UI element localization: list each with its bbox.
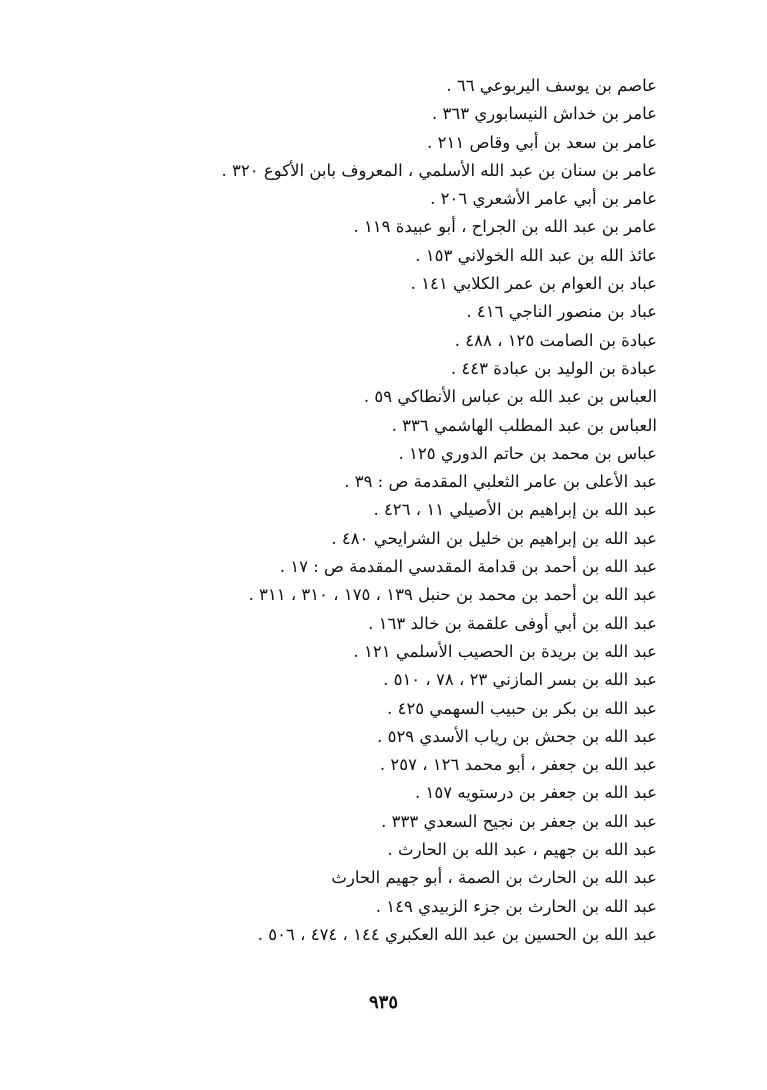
- index-entry: عباد بن العوام بن عمر الكلابي ١٤١ .: [410, 274, 657, 294]
- name-index-list: [57, 72, 657, 949]
- index-entry: عبد الله بن جعفر بن درستويه ١٥٧ .: [415, 783, 657, 803]
- index-entry: عبد الله بن الحارث بن الصمة ، أبو جهيم الحارث: [331, 868, 657, 888]
- index-entry: عبادة بن الصامت ١٢٥ ، ٤٨٨ .: [454, 330, 657, 350]
- index-entry: العباس بن عبد المطلب الهاشمي ٣٣٦ .: [391, 415, 657, 435]
- index-entry: العباس بن عبد الله بن عباس الأنطاكي ٥٩ .: [363, 387, 657, 407]
- index-entry: عامر بن أبي عامر الأشعري ٢٠٦ .: [430, 189, 657, 209]
- index-entry: عبد الله بن الحسين بن عبد الله العكبري ١٤٤ ، ٤٧٤ ، ٥٠٦ .: [257, 924, 657, 944]
- index-entry: عبد الله بن بسر المازني ٢٣ ، ٧٨ ، ٥١٠ .: [383, 670, 657, 690]
- index-entry: عاصم بن يوسف اليربوعي ٦٦ .: [446, 76, 657, 95]
- index-entry: عبد الله بن الحارث بن جزء الزبيدي ١٤٩ .: [375, 896, 657, 916]
- index-entry: عبد الله بن جعفر بن نجيح السعدي ٣٣٣ .: [381, 811, 657, 831]
- index-entry: عبد الله بن أبي أوفى علقمة بن خالد ١٦٣ .: [368, 613, 657, 633]
- index-entry: عائذ الله بن عبد الله الخولاني ١٥٣ .: [415, 245, 657, 265]
- index-entry: عبد الله بن جهيم ، عبد الله بن الحارث .: [387, 840, 657, 860]
- index-entry: عبد الله بن إبراهيم بن الأصيلي ١١ ، ٤٢٦ .: [373, 500, 657, 520]
- index-entry: عامر بن سنان بن عبد الله الأسلمي ، المعروف بابن الأكوع ٣٢٠ .: [221, 160, 657, 180]
- index-entry: عبد الله بن جعفر ، أبو محمد ١٢٦ ، ٢٥٧ .: [379, 755, 657, 775]
- index-entry: عامر بن عبد الله بن الجراح ، أبو عبيدة ١١٩ .: [353, 217, 657, 237]
- index-entry: عبادة بن الوليد بن عبادة ٤٤٣ .: [450, 358, 657, 378]
- index-entry: عبد الله بن جحش بن رياب الأسدي ٥٢٩ .: [377, 726, 657, 746]
- index-entry: عامر بن خداش النيسابوري ٣٦٣ .: [432, 104, 657, 124]
- index-entry: عبد الله بن إبراهيم بن خليل بن الشرايحي ٤٨٠ .: [331, 528, 657, 548]
- page-number: ٩٣٥: [368, 992, 398, 1013]
- index-entry: عبد الأعلى بن عامر الثعلبي المقدمة ص : ٣٩ .: [344, 472, 657, 492]
- index-entry: عبد الله بن أحمد بن قدامة المقدسي المقدمة ص : ١٧ .: [279, 557, 657, 577]
- index-entry: عبد الله بن بكر بن حبيب السهمي ٤٢٥ .: [387, 698, 657, 718]
- index-entry: عبد الله بن أحمد بن محمد بن حنبل ١٣٩ ، ١٧٥ ، ٣١٠ ، ٣١١ .: [248, 585, 657, 605]
- index-entry: عبد الله بن بريدة بن الحصيب الأسلمي ١٢١ .: [353, 641, 657, 661]
- index-entry: عباد بن منصور الناجي ٤١٦ .: [466, 302, 657, 322]
- index-entry: عامر بن سعد بن أبي وقاص ٢١١ .: [427, 132, 657, 152]
- index-entry: عباس بن محمد بن حاتم الدوري ١٢٥ .: [398, 443, 657, 463]
